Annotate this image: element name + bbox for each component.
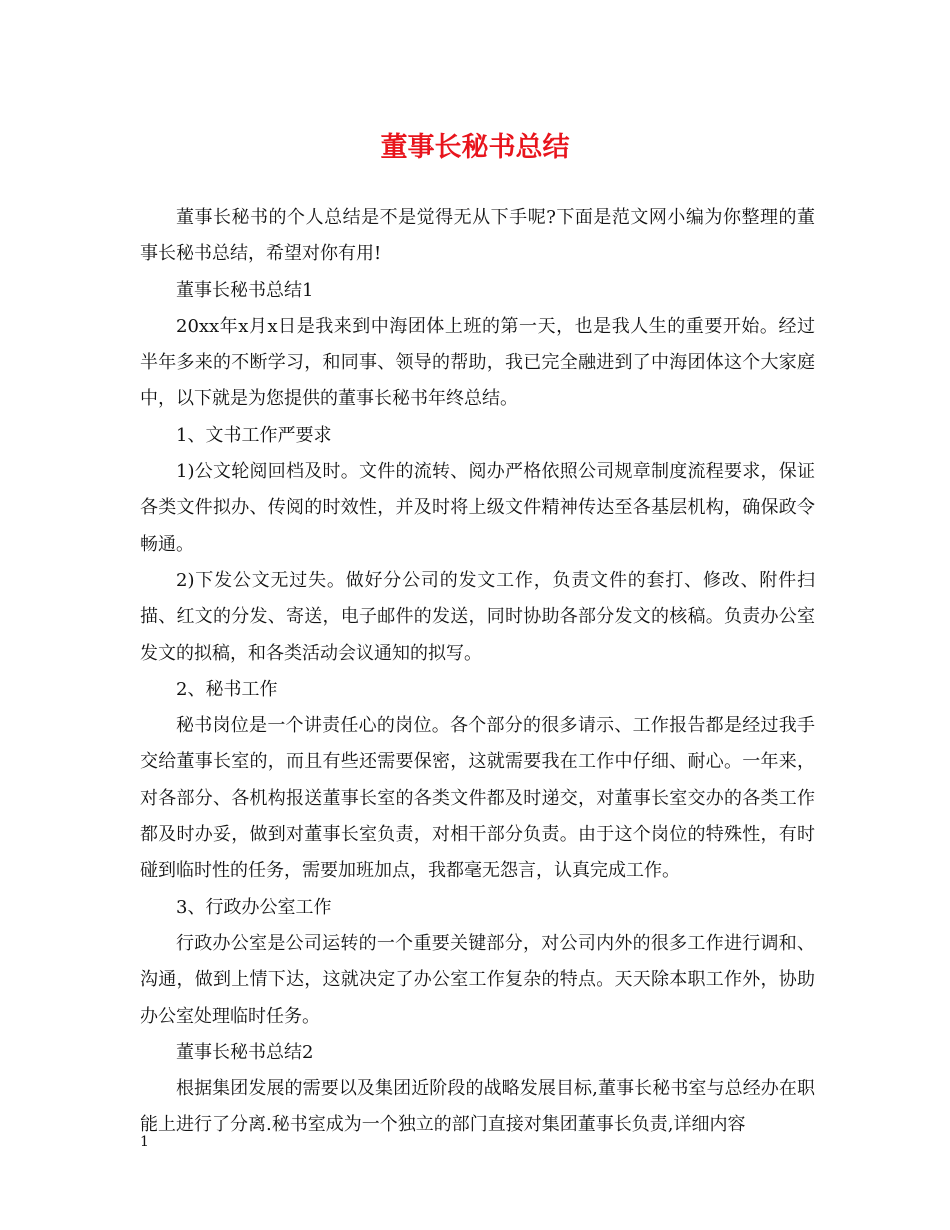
- page-number: 1: [140, 1134, 149, 1150]
- paragraph: 2)下发公文无过失。做好分公司的发文工作，负责文件的套打、修改、附件扫描、红文的分发、寄送，电子邮件的发送，同时协助各部分发文的核稿。负责办公室发文的拟稿，和各类活动会议通知的拟写。: [140, 569, 815, 664]
- subsection-heading: 1、文书工作严要求: [176, 424, 332, 446]
- subsection-heading: 2、秘书工作: [176, 678, 278, 700]
- section-heading-summary-1: 董事长秘书总结1: [176, 279, 314, 301]
- document-title: 董事长秘书总结: [380, 132, 570, 163]
- subsection-heading: 3、行政办公室工作: [176, 896, 332, 918]
- document-body: [140, 200, 815, 1144]
- paragraph: 根据集团发展的需要以及集团近阶段的战略发展目标,董事长秘书室与总经办在职能上进行了分离.秘书室成为一个独立的部门直接对集团董事长负责,详细内容: [140, 1078, 815, 1136]
- paragraph: 秘书岗位是一个讲责任心的岗位。各个部分的很多请示、工作报告都是经过我手交给董事长室的，而且有些还需要保密，这就需要我在工作中仔细、耐心。一年来，对各部分、各机构报送董事长室的各类文件都及时递交，对董事长室交办的各类工作都及时办妥，做到对董事长室负责，对相干部分负责。由于这个岗位的特殊性，有时碰到临时性的任务，需要加班加点，我都毫无怨言，认真完成工作。: [140, 715, 815, 882]
- paragraph: 1)公文轮阅回档及时。文件的流转、阅办严格依照公司规章制度流程要求，保证各类文件拟办、传阅的时效性，并及时将上级文件精神传达至各基层机构，确保政令畅通。: [140, 461, 815, 555]
- section-heading-summary-2: 董事长秘书总结2: [176, 1041, 314, 1063]
- paragraph: 行政办公室是公司运转的一个重要关键部分，对公司内外的很多工作进行调和、沟通，做到上情下达，这就决定了办公室工作复杂的特点。天天除本职工作外，协助办公室处理临时任务。: [140, 932, 815, 1027]
- paragraph: 20xx年x月x日是我来到中海团体上班的第一天，也是我人生的重要开始。经过半年多来的不断学习，和同事、领导的帮助，我已完全融进到了中海团体这个大家庭中，以下就是为您提供的董事长秘书年终总结。: [140, 315, 815, 410]
- paragraph-intro: 董事长秘书的个人总结是不是觉得无从下手呢?下面是范文网小编为你整理的董事长秘书总结，希望对你有用!: [140, 207, 815, 265]
